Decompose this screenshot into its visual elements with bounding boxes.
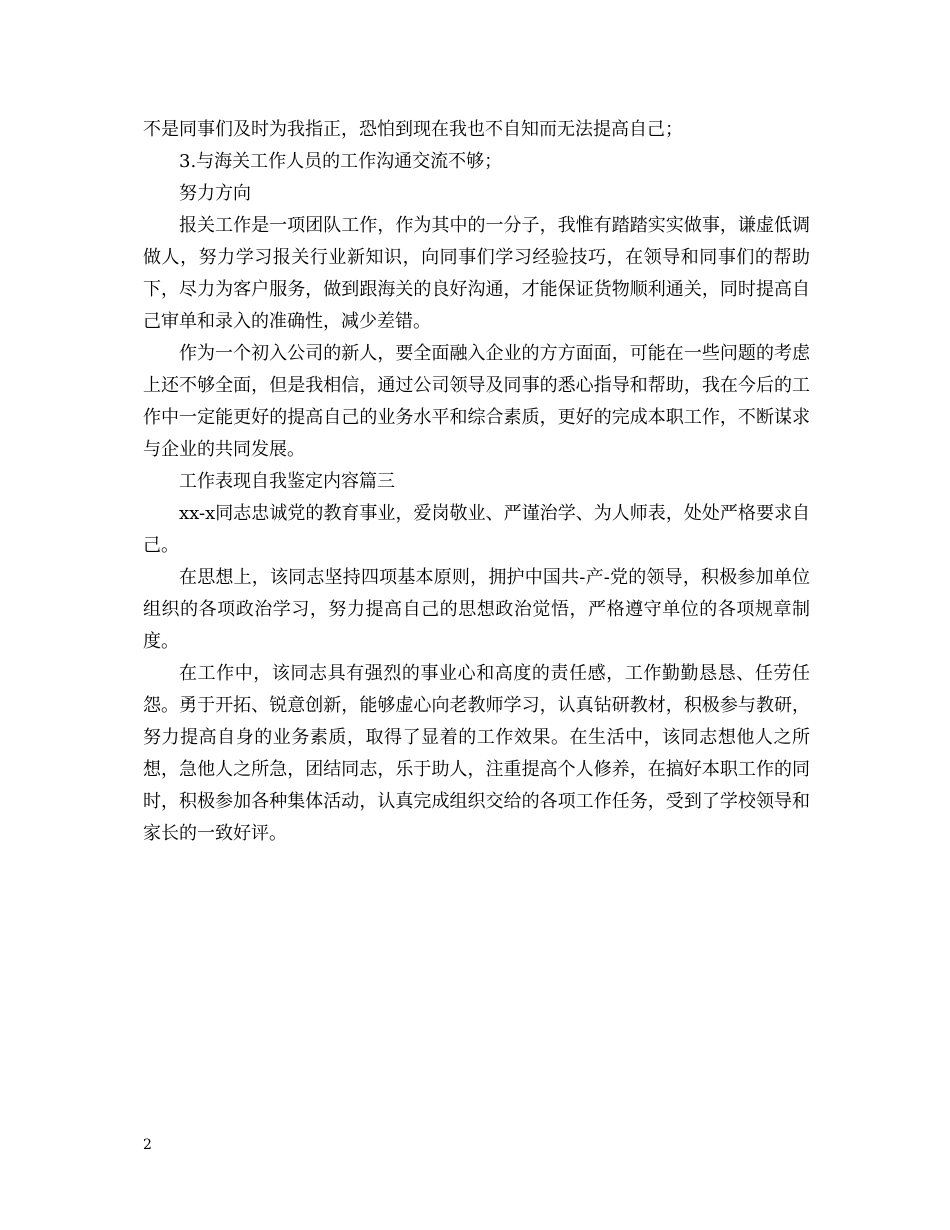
paragraph-continuation: 不是同事们及时为我指正，恐怕到现在我也不自知而无法提高自己； — [143, 119, 683, 140]
paragraph-list-item-3: 3.与海关工作人员的工作沟通交流不够； — [179, 151, 503, 172]
page-number: 2 — [143, 1137, 152, 1153]
document-body — [143, 114, 810, 850]
paragraph-customs-work: 报关工作是一项团队工作，作为其中的一分子，我惟有踏踏实实做事，谦虚低调做人，努力学习报关行业新知识，向同事们学习经验技巧，在领导和同事们的帮助下，尽力为客户服务，做到跟海关的良好沟通，才能保证货物顺利通关，同时提高自己审单和录入的准确性，减少差错。 — [143, 215, 810, 332]
section-heading-part-three: 工作表现自我鉴定内容篇三 — [179, 471, 395, 492]
section-heading-effort-direction: 努力方向 — [179, 183, 251, 204]
paragraph-new-employee: 作为一个初入公司的新人，要全面融入企业的方方面面，可能在一些问题的考虑上还不够全面，但是我相信，通过公司领导及同事的悉心指导和帮助，我在今后的工作中一定能更好的提高自己的业务水平和综合素质，更好的完成本职工作，不断谋求与企业的共同发展。 — [143, 343, 810, 460]
paragraph-work-performance: 在工作中，该同志具有强烈的事业心和高度的责任感，工作勤勤恳恳、任劳任怨。勇于开拓、锐意创新，能够虚心向老教师学习，认真钻研教材，积极参与教研，努力提高自身的业务素质，取得了显着的工作效果。在生活中，该同志想他人之所想，急他人之所急，团结同志，乐于助人，注重提高个人修养，在搞好本职工作的同时，积极参加各种集体活动，认真完成组织交给的各项工作任务，受到了学校领导和家长的一致好评。 — [143, 663, 810, 844]
paragraph-education-career: xx-x同志忠诚党的教育事业，爱岗敬业、严谨治学、为人师表，处处严格要求自己。 — [143, 503, 810, 556]
paragraph-ideology: 在思想上，该同志坚持四项基本原则，拥护中国共-产-党的领导，积极参加单位组织的各项政治学习，努力提高自己的思想政治觉悟，严格遵守单位的各项规章制度。 — [143, 567, 810, 652]
